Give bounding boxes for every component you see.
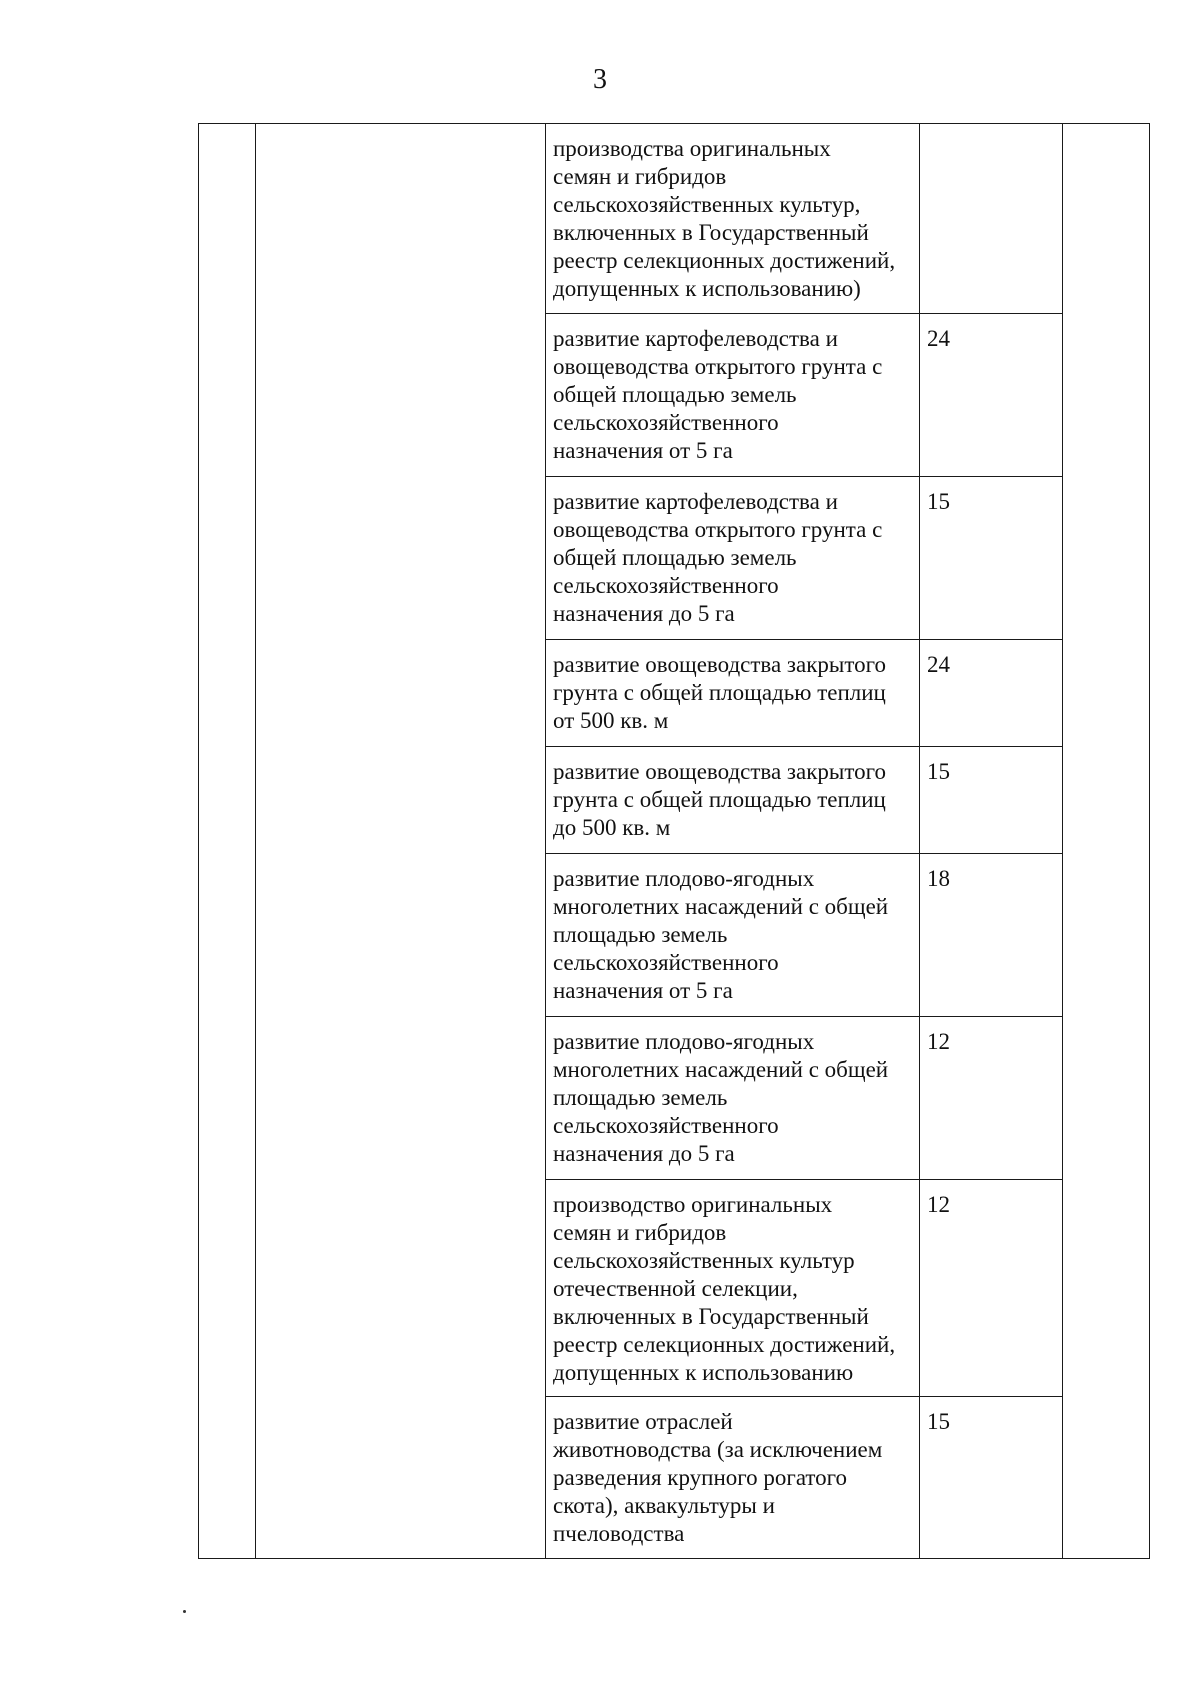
direction-cell [546, 1180, 920, 1397]
direction-text: развитие плодово-ягодных многолетних насаждений с общей площадью земель сельскохозяйственного назначения до 5 га [553, 1029, 889, 1166]
value-cell [920, 1397, 1063, 1559]
table-row [199, 124, 1150, 314]
number-column-cell [199, 124, 256, 1559]
direction-text: развитие овощеводства закрытого грунта с общей площадью теплиц до 500 кв. м [553, 759, 886, 840]
direction-cell [546, 314, 920, 477]
value-text: 15 [927, 1409, 950, 1434]
direction-text: развитие картофелеводства и овощеводства открытого грунта с общей площадью земель сельскохозяйственного назначения от 5 га [553, 326, 883, 463]
value-cell [920, 1017, 1063, 1180]
direction-cell [546, 1397, 920, 1559]
value-cell [920, 314, 1063, 477]
value-cell [920, 477, 1063, 640]
value-cell [920, 854, 1063, 1017]
direction-cell [546, 640, 920, 747]
grant-criteria-table [198, 123, 1150, 1559]
direction-cell [546, 854, 920, 1017]
direction-text: производство оригинальных семян и гибридов сельскохозяйственных культур отечественной селекции, включенных в Государственный реестр селекционных достижений, допущенных к использованию [553, 1192, 896, 1385]
value-text: 24 [927, 652, 950, 677]
direction-cell [546, 477, 920, 640]
value-text: 24 [927, 326, 950, 351]
value-text: 15 [927, 759, 950, 784]
direction-text: развитие овощеводства закрытого грунта с общей площадью теплиц от 500 кв. м [553, 652, 886, 733]
value-text: 18 [927, 866, 950, 891]
direction-text: развитие картофелеводства и овощеводства открытого грунта с общей площадью земель сельскохозяйственного назначения до 5 га [553, 489, 883, 626]
value-cell [920, 747, 1063, 854]
value-cell [920, 124, 1063, 314]
page-number: 3 [593, 64, 607, 95]
direction-cell [546, 124, 920, 314]
direction-text: развитие плодово-ягодных многолетних насаждений с общей площадью земель сельскохозяйственного назначения от 5 га [553, 866, 889, 1003]
value-text [920, 124, 1062, 144]
value-text: 12 [927, 1192, 950, 1217]
direction-text: развитие отраслей животноводства (за исключением разведения крупного рогатого скота), аквакультуры и пчеловодства [553, 1409, 883, 1546]
value-text: 12 [927, 1029, 950, 1054]
direction-cell [546, 747, 920, 854]
direction-text: производства оригинальных семян и гибридов сельскохозяйственных культур, включенных в Государственный реестр селекционных достижений, допущенных к использованию) [553, 136, 896, 301]
scan-dot [183, 1610, 186, 1613]
category-column-cell [256, 124, 546, 1559]
value-text: 15 [927, 489, 950, 514]
notes-column-cell [1063, 124, 1150, 1559]
value-cell [920, 640, 1063, 747]
value-cell [920, 1180, 1063, 1397]
direction-cell [546, 1017, 920, 1180]
